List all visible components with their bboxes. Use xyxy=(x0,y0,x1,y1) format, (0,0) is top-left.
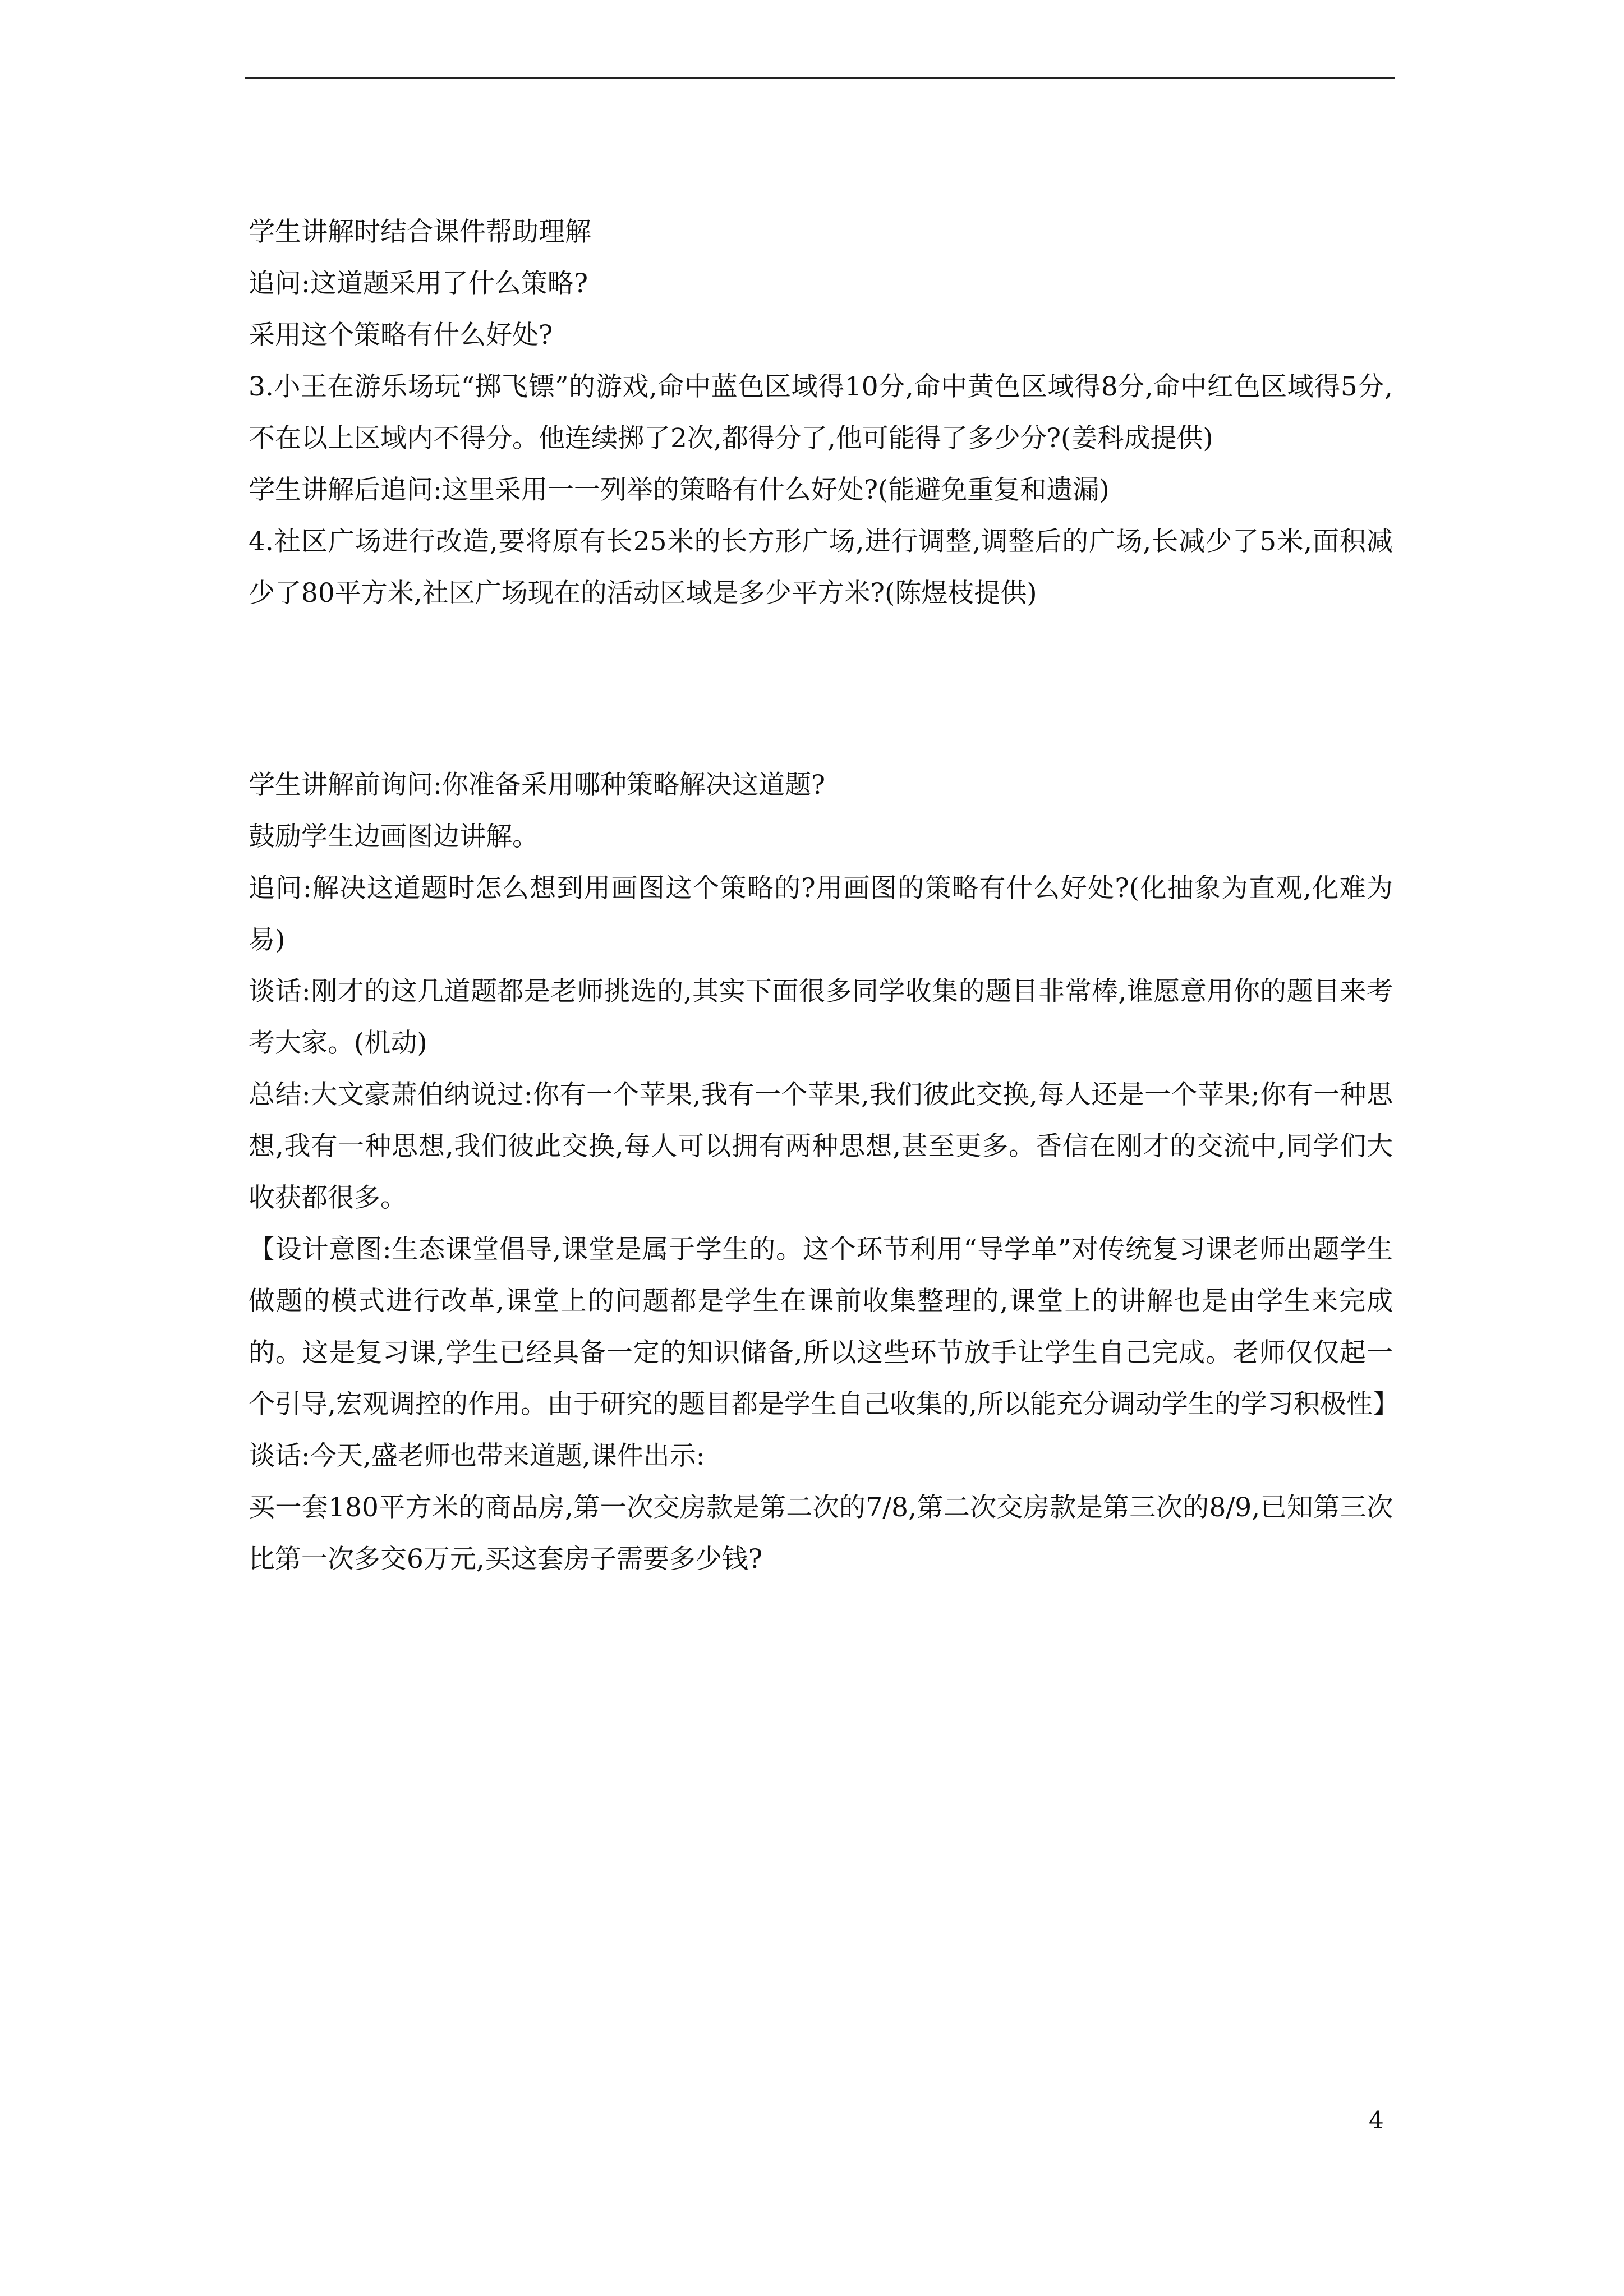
section-gap xyxy=(249,619,1393,760)
paragraph: 谈话:今天,盛老师也带来道题,课件出示: xyxy=(249,1441,705,1471)
paragraph: 学生讲解后追问:这里采用一一列举的策略有什么好处?(能避免重复和遗漏) xyxy=(249,475,1110,505)
paragraph: 追问:解决这道题时怎么想到用画图这个策略的?用画图的策略有什么好处?(化抽象为直观,化难为易) xyxy=(249,873,1393,955)
paragraph: 学生讲解时结合课件帮助理解 xyxy=(249,217,591,247)
design-intent-paragraph: 【设计意图:生态课堂倡导,课堂是属于学生的。这个环节利用“导学单”对传统复习课老师出题学生做题的模式进行改革,课堂上的问题都是学生在课前收集整理的,课堂上的讲解也是由学生来完成的。这是复习课,学生已经具备一定的知识储备,所以这些环节放手让学生自己完成。老师仅仅起一个引导,宏观调控的作用。由于研究的题目都是学生自己收集的,所以能充分调动学生的学习积极性】 xyxy=(249,1234,1399,1420)
paragraph: 鼓励学生边画图边讲解。 xyxy=(249,821,539,852)
document-body xyxy=(249,206,1399,1585)
paragraph: 采用这个策略有什么好处? xyxy=(249,320,553,351)
paragraph: 学生讲解前询问:你准备采用哪种策略解决这道题? xyxy=(249,770,826,800)
problem-4: 4.社区广场进行改造,要将原有长25米的长方形广场,进行调整,调整后的广场,长减少了5米,面积减少了80平方米,社区广场现在的活动区域是多少平方米?(陈煜枝提供) xyxy=(249,526,1393,609)
final-problem: 买一套180平方米的商品房,第一次交房款是第二次的7/8,第二次交房款是第三次的8/9,已知第三次比第一次多交6万元,买这套房子需要多少钱? xyxy=(249,1492,1393,1575)
header-rule xyxy=(245,77,1395,79)
page-number: 4 xyxy=(1369,2106,1384,2134)
paragraph: 谈话:刚才的这几道题都是老师挑选的,其实下面很多同学收集的题目非常棒,谁愿意用你的题目来考考大家。(机动) xyxy=(249,976,1393,1059)
problem-3: 3.小王在游乐场玩“掷飞镖”的游戏,命中蓝色区域得10分,命中黄色区域得8分,命中红色区域得5分,不在以上区域内不得分。他连续掷了2次,都得分了,他可能得了多少分?(姜科成提供) xyxy=(249,371,1393,454)
paragraph: 追问:这道题采用了什么策略? xyxy=(249,268,588,299)
summary-paragraph: 总结:大文豪萧伯纳说过:你有一个苹果,我有一个苹果,我们彼此交换,每人还是一个苹果;你有一种思想,我有一种思想,我们彼此交换,每人可以拥有两种思想,甚至更多。香信在刚才的交流中,同学们大收获都很多。 xyxy=(249,1079,1393,1213)
